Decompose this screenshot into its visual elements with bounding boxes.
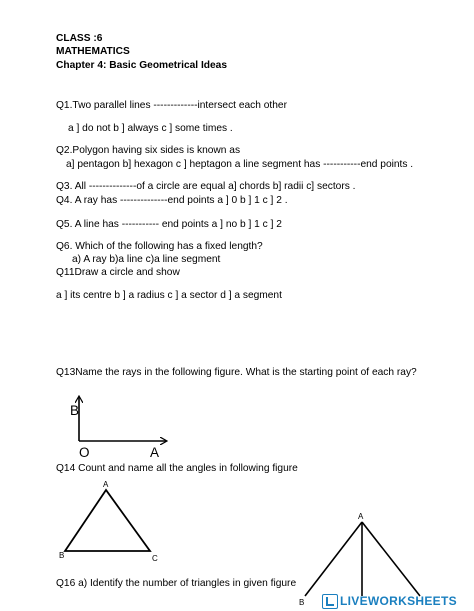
q16-text: Q16 a) Identify the number of triangles in given figure [56,578,297,589]
q2-options: a] pentagon b] hexagon c ] heptagon a line segment has -----------end points . [66,159,414,170]
q4-text: Q4. A ray has --------------end points a ] 0 b ] 1 c ] 2 . [56,195,288,206]
q3-text: Q3. All --------------of a circle are equal a] chords b] radii c] sectors . [56,181,356,192]
subject-heading: MATHEMATICS [56,46,130,57]
chapter-heading: Chapter 4: Basic Geometrical Ideas [56,60,227,71]
q13-text: Q13Name the rays in the following figure. What is the starting point of each ray? [56,367,417,378]
q14-label-b: B [59,551,65,560]
logo-text: LIVEWORKSHEETS [340,594,457,608]
q2-text: Q2.Polygon having six sides is known as [56,145,241,156]
q6-options: a) A ray b)a line c)a line segment [72,254,221,265]
q14-text: Q14 Count and name all the angles in following figure [56,463,298,474]
q11-options: a ] its centre b ] a radius c ] a sector d ] a segment [56,290,282,301]
q13-label-b: B [70,403,80,418]
q6-text: Q6. Which of the following has a fixed length? [56,241,263,252]
q1-options: a ] do not b ] always c ] some times . [68,123,233,134]
q16-label-a: A [358,512,364,521]
check-badge-icon [322,594,338,609]
liveworksheets-logo [322,594,457,608]
q13-label-o: O [79,445,90,460]
q14-label-c: C [152,554,158,563]
class-heading: CLASS :6 [56,33,103,44]
q11-text: Q11Draw a circle and show [56,267,180,278]
q5-text: Q5. A line has ----------- end points a ] no b ] 1 c ] 2 [56,219,282,230]
q14-label-a: A [103,480,109,489]
q16-label-b: B [299,598,305,607]
q1-text: Q1.Two parallel lines -------------intersect each other [56,100,287,111]
q13-label-a: A [150,445,160,460]
